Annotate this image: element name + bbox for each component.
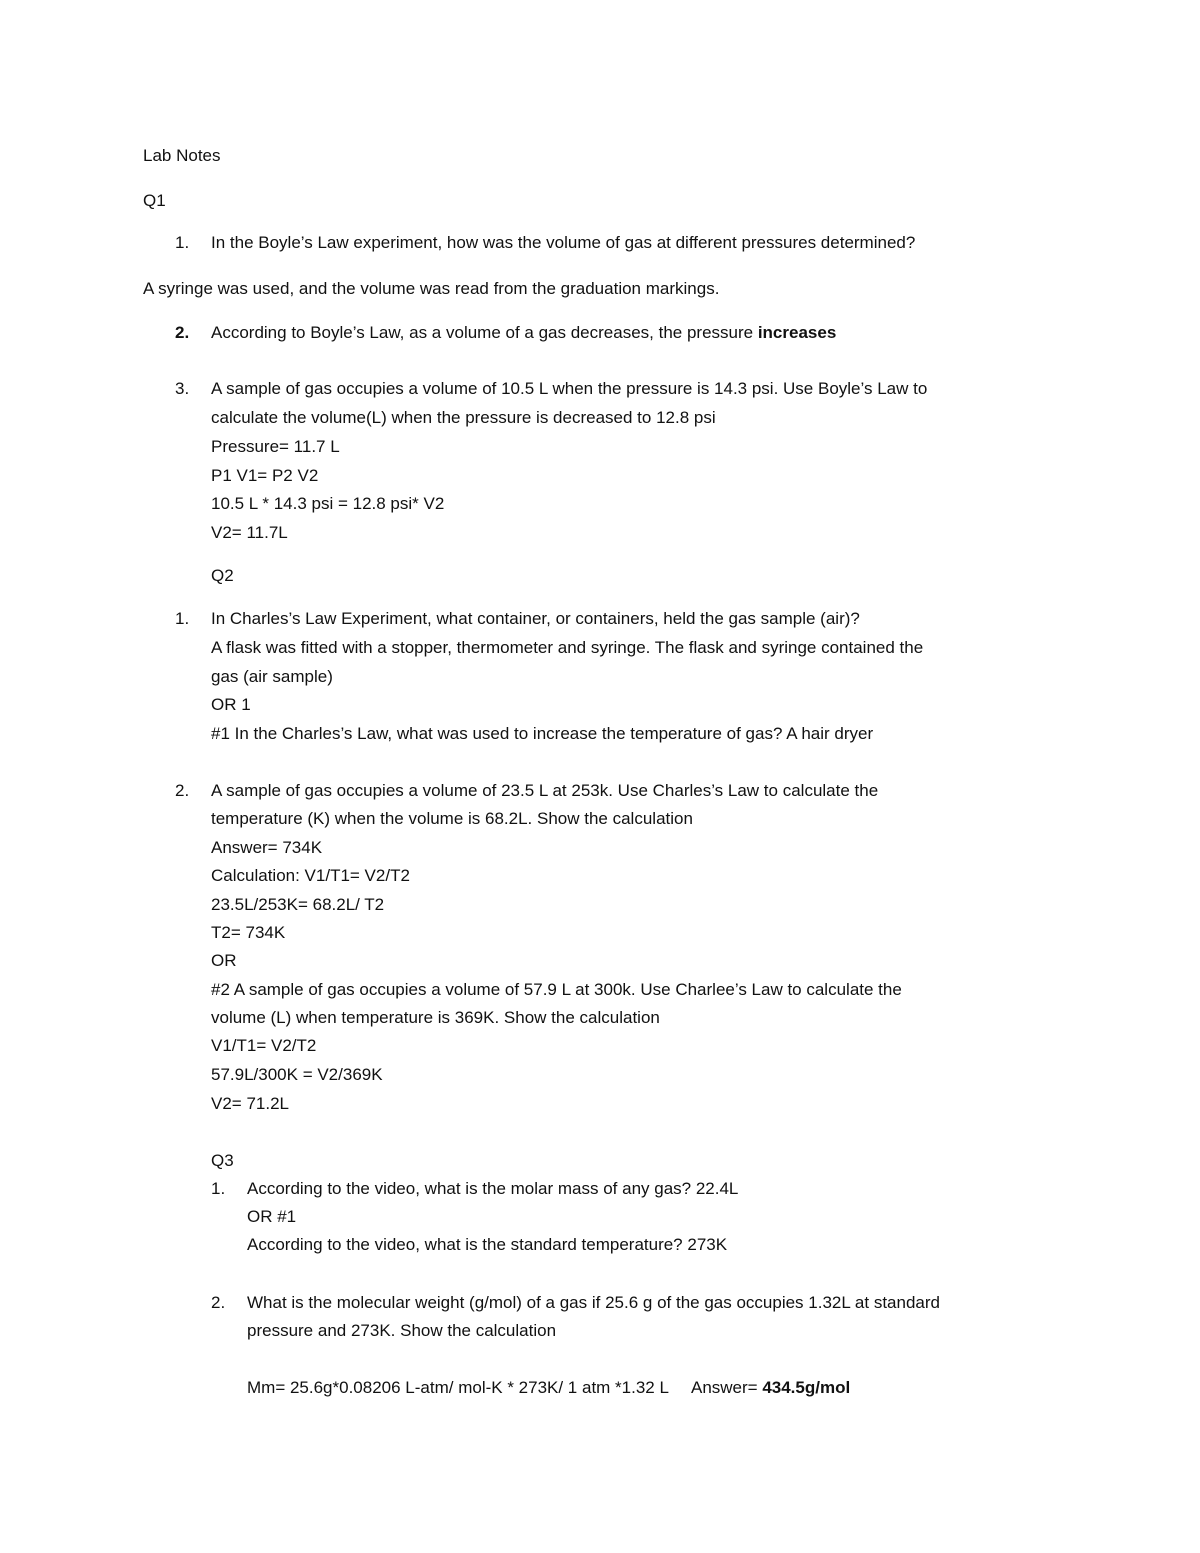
q1-item2-bold: increases <box>757 323 837 342</box>
q2-item2-line8: #2 A sample of gas occupies a volume of 57.9 L at 300k. Use Charlee’s Law to calculate the <box>211 980 902 999</box>
doc-title: Lab Notes <box>143 146 221 165</box>
q1-item3-line6: V2= 11.7L <box>211 523 288 542</box>
q2-item2-line2: temperature (K) when the volume is 68.2L. Show the calculation <box>211 809 693 828</box>
q3-item2-line1: What is the molecular weight (g/mol) of a gas if 25.6 g of the gas occupies 1.32L at standard <box>247 1293 940 1312</box>
q1-item3-line3: Pressure= 11.7 L <box>211 437 340 456</box>
q1-item3-line1: A sample of gas occupies a volume of 10.5 L when the pressure is 14.3 psi. Use Boyle’s Law to <box>211 379 928 398</box>
q2-item2-line5: 23.5L/253K= 68.2L/ T2 <box>211 895 385 914</box>
q3-item2-line2: pressure and 273K. Show the calculation <box>247 1321 557 1340</box>
q2-heading: Q2 <box>211 566 234 585</box>
q2-item1-line3: gas (air sample) <box>211 667 333 686</box>
q2-item1-line2: A flask was fitted with a stopper, thermometer and syringe. The flask and syringe contained the <box>211 638 924 657</box>
q2-item2-line6: T2= 734K <box>211 923 286 942</box>
q2-item2-number: 2. <box>175 781 190 800</box>
q2-item1-line1: In Charles’s Law Experiment, what container, or containers, held the gas sample (air)? <box>211 609 860 628</box>
q3-item1-line3: According to the video, what is the standard temperature? 273K <box>247 1235 728 1254</box>
q2-item1-line5: #1 In the Charles’s Law, what was used to increase the temperature of gas? A hair dryer <box>211 724 874 743</box>
q1-item3-line4: P1 V1= P2 V2 <box>211 466 319 485</box>
q1-item1-answer: A syringe was used, and the volume was read from the graduation markings. <box>143 279 720 298</box>
q2-item2-line1: A sample of gas occupies a volume of 23.5 L at 253k. Use Charles’s Law to calculate the <box>211 781 879 800</box>
q1-item3-line2: calculate the volume(L) when the pressure is decreased to 12.8 psi <box>211 408 716 427</box>
q1-item1-number: 1. <box>175 233 190 252</box>
q2-item1-number: 1. <box>175 609 190 628</box>
q2-item2-line10: V1/T1= V2/T2 <box>211 1036 317 1055</box>
q3-item1-line1: According to the video, what is the molar mass of any gas? 22.4L <box>247 1179 739 1198</box>
q1-item2-number: 2. <box>175 323 190 342</box>
q2-item2-line3: Answer= 734K <box>211 838 323 857</box>
q2-item2-line12: V2= 71.2L <box>211 1094 289 1113</box>
q3-item1-line2: OR #1 <box>247 1207 297 1226</box>
q1-item3-number: 3. <box>175 379 190 398</box>
q3-item2-number: 2. <box>211 1293 226 1312</box>
q2-item2-line4: Calculation: V1/T1= V2/T2 <box>211 866 410 885</box>
q3-item2-answer: 434.5g/mol <box>762 1378 851 1397</box>
q1-item2-line <box>211 322 836 344</box>
q2-item2-line9: volume (L) when temperature is 369K. Show the calculation <box>211 1008 660 1027</box>
q1-item1-question: In the Boyle’s Law experiment, how was the volume of gas at different pressures determined? <box>211 233 916 252</box>
q3-item2-formula <box>247 1377 850 1399</box>
q1-heading: Q1 <box>143 191 166 210</box>
q3-heading: Q3 <box>211 1151 234 1170</box>
q1-item2-text: According to Boyle’s Law, as a volume of a gas decreases, the pressure <box>211 323 758 342</box>
q3-item1-number: 1. <box>211 1179 226 1198</box>
q3-item2-formula-text: Mm= 25.6g*0.08206 L-atm/ mol-K * 273K/ 1 atm *1.32 L Answer= <box>247 1378 763 1397</box>
q1-item3-line5: 10.5 L * 14.3 psi = 12.8 psi* V2 <box>211 494 445 513</box>
q2-item1-line4: OR 1 <box>211 695 251 714</box>
q2-item2-line7: OR <box>211 951 237 970</box>
q2-item2-line11: 57.9L/300K = V2/369K <box>211 1065 383 1084</box>
